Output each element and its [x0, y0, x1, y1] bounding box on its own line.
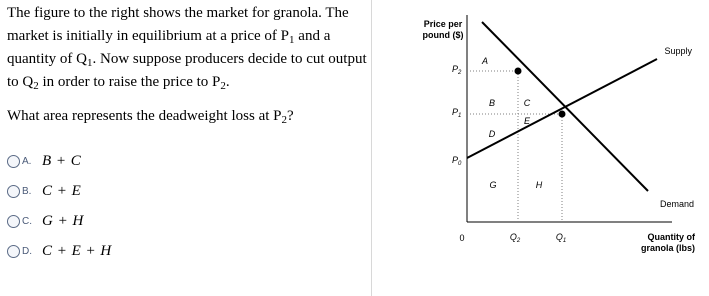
q1-label: $Q_1$	[555, 232, 567, 244]
demand-curve	[482, 22, 648, 191]
area-label-b: B	[488, 98, 496, 108]
p0-label: $P_0$	[452, 155, 462, 167]
choice-text: C + E + H	[42, 242, 112, 259]
answer-choices	[7, 151, 111, 271]
radio-button-c[interactable]	[7, 215, 20, 228]
stem-line-3: quantity of $Q_1$. Now suppose producers decide to cut output	[7, 51, 367, 69]
choice-c[interactable]	[7, 211, 111, 231]
question-prompt: What area represents the deadweight loss at $P_2$?	[7, 108, 294, 126]
origin-label: 0	[459, 233, 465, 243]
choice-letter: B.	[22, 185, 32, 197]
question-stem	[7, 2, 367, 94]
choice-a[interactable]	[7, 151, 111, 171]
choice-letter: D.	[22, 245, 32, 257]
q2-label: $Q_2$	[509, 232, 521, 244]
supply-curve	[467, 59, 657, 158]
p1-label: $P_1$	[452, 107, 462, 119]
choice-d[interactable]	[7, 241, 111, 261]
x-axis-title-line-1: Quantity of	[647, 232, 695, 242]
choice-text: G + H	[42, 212, 84, 229]
graph-svg	[372, 0, 709, 296]
demand-label: Demand	[659, 199, 695, 209]
area-label-h: H	[535, 180, 543, 190]
y-axis-title-line-1: Price per	[423, 19, 463, 29]
area-label-e: E	[523, 116, 531, 126]
area-label-c: C	[523, 98, 531, 108]
area-label-d: D	[488, 129, 496, 139]
supply-label: Supply	[664, 46, 692, 56]
choice-text: B + C	[42, 152, 81, 169]
area-label-a: A	[481, 56, 489, 66]
supply-demand-graph	[372, 0, 709, 296]
stem-line-4: to $Q_2$ in order to raise the price to $P_2$.	[7, 74, 230, 92]
x-axis-title-line-2: granola (lbs)	[640, 243, 695, 253]
y-axis-title-line-2: pound ($)	[422, 30, 464, 40]
radio-button-b[interactable]	[7, 185, 20, 198]
stem-line-1: The figure to the right shows the market for granola. The	[7, 5, 349, 21]
radio-button-a[interactable]	[7, 155, 20, 168]
point-q2-p2	[515, 68, 522, 75]
choice-letter: C.	[22, 215, 32, 227]
question-panel	[7, 0, 367, 259]
equilibrium-point	[559, 111, 566, 118]
choice-text: C + E	[42, 182, 81, 199]
stem-line-2: market is initially in equilibrium at a price of $P_1$ and a	[7, 28, 331, 46]
radio-button-d[interactable]	[7, 245, 20, 258]
area-label-g: G	[489, 180, 497, 190]
choice-b[interactable]	[7, 181, 111, 201]
choice-letter: A.	[22, 155, 32, 167]
p2-label: $P_2$	[452, 64, 462, 76]
